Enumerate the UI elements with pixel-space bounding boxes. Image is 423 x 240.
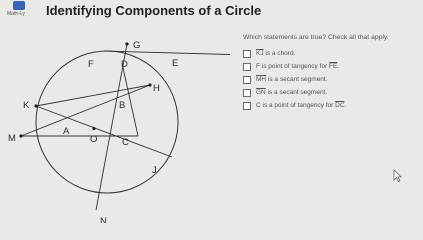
- label-j: J: [152, 165, 157, 176]
- option-text: $\overline{GN}$ is a secant segment.: [256, 89, 328, 97]
- label-o: O: [90, 134, 98, 145]
- page-title: Identifying Components of a Circle: [46, 3, 262, 18]
- logo: [7, 1, 33, 21]
- label-m: M: [8, 133, 16, 144]
- label-d: D: [121, 59, 128, 70]
- point-m: [19, 134, 22, 137]
- question-prompt: Which statements are true? Check all that apply.: [243, 34, 389, 41]
- label-c: C: [122, 137, 129, 148]
- mouse-cursor-icon: [393, 169, 402, 187]
- label-n: N: [100, 216, 107, 223]
- point-o: [92, 127, 95, 130]
- question-panel: [243, 34, 418, 113]
- option-gn-secant[interactable]: [243, 87, 418, 99]
- option-f-tangency-fe[interactable]: [243, 61, 418, 73]
- label-b: B: [119, 100, 126, 111]
- line-kh: [36, 85, 150, 106]
- point-g: [125, 42, 128, 45]
- label-e: E: [172, 58, 179, 69]
- label-f: F: [88, 59, 94, 70]
- checkbox[interactable]: [243, 102, 251, 110]
- option-c-tangency-dc[interactable]: [243, 100, 418, 112]
- label-a: A: [63, 126, 70, 137]
- checkbox[interactable]: [243, 50, 251, 58]
- label-h: H: [153, 83, 160, 94]
- checkbox[interactable]: [243, 76, 251, 84]
- option-text: $\overline{KJ}$ is a chord.: [256, 50, 296, 58]
- checkbox[interactable]: [243, 89, 251, 97]
- option-text: C is a point of tangency for $\overline{DC}$.: [256, 102, 347, 110]
- logo-icon: [13, 1, 25, 10]
- option-text: F is point of tangency for $\overline{FE}$.: [256, 63, 340, 71]
- header: [0, 0, 423, 24]
- label-g: G: [133, 40, 141, 51]
- label-k: K: [23, 100, 30, 111]
- line-kj: [36, 106, 172, 157]
- line-mh: [21, 85, 150, 136]
- checkbox[interactable]: [243, 63, 251, 71]
- point-h: [148, 83, 151, 86]
- option-text: $\overline{MH}$ is a secant segment.: [256, 76, 328, 84]
- circle-diagram: [0, 24, 236, 223]
- option-kj-chord[interactable]: [243, 48, 418, 60]
- option-mh-secant[interactable]: [243, 74, 418, 86]
- point-k: [34, 104, 37, 107]
- logo-text: Math-Ly: [7, 11, 25, 17]
